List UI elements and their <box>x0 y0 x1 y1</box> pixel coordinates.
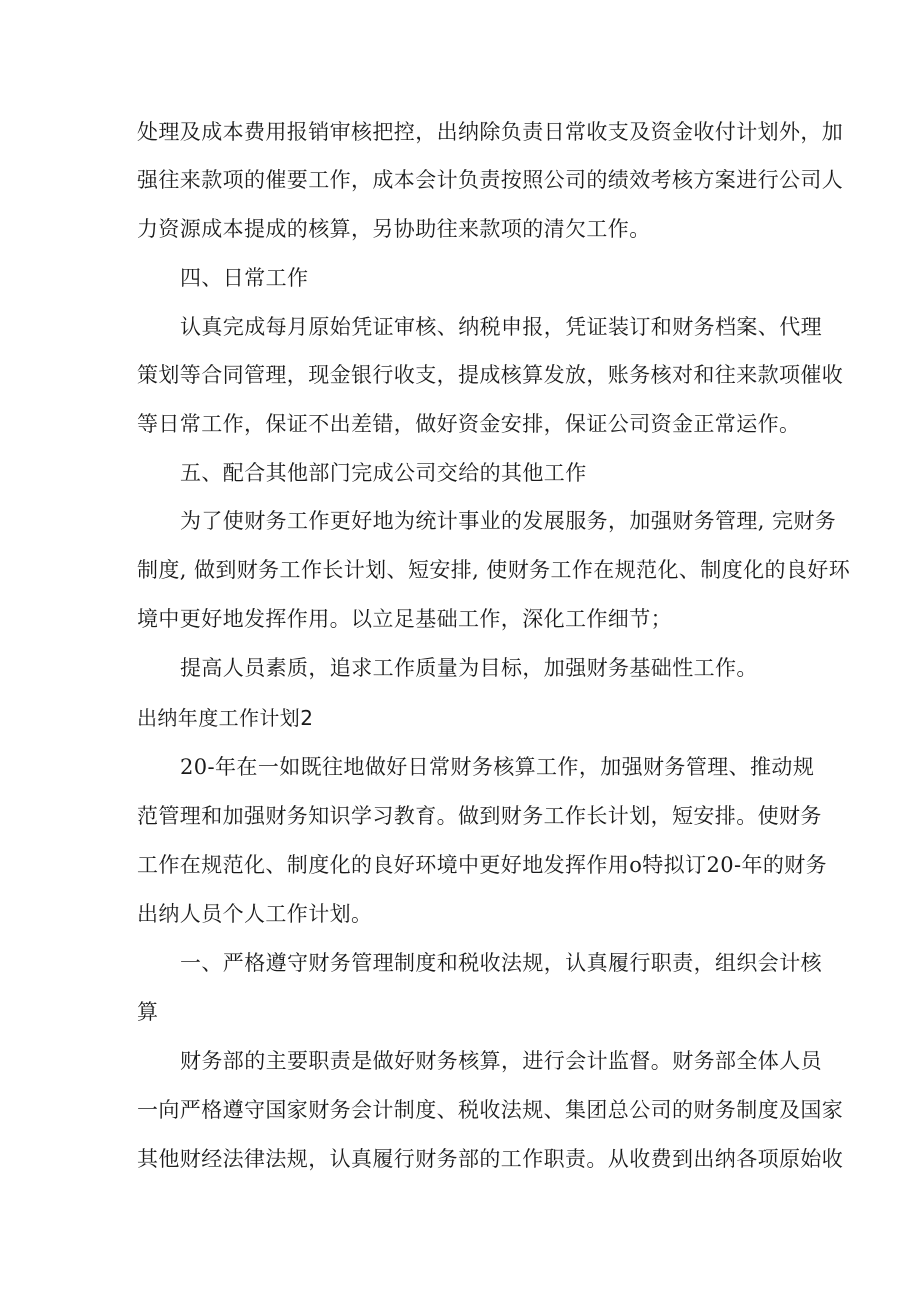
section-heading-5: 五、配合其他部门完成公司交给的其他工作 <box>180 461 587 485</box>
section-heading-4: 四、日常工作 <box>180 266 309 290</box>
section-heading-1-line2: 算 <box>137 1000 159 1024</box>
section-heading-1-line1: 一、严格遵守财务管理制度和税收法规，认真履行职责，组织会计核 <box>180 951 822 975</box>
para5-line4: 出纳人员个人工作计划。 <box>137 902 373 926</box>
para1-line1: 处理及成本费用报销审核把控，出纳除负责日常收支及资金收付计划外，加 <box>137 120 844 144</box>
para2-line1: 认真完成每月原始凭证审核、纳税申报，凭证装订和财务档案、代理 <box>180 315 822 339</box>
para2-line2: 策划等合同管理，现金银行收支，提成核算发放，账务核对和往来款项催收 <box>137 363 844 387</box>
document-heading-2: 出纳年度工作计划2 <box>137 706 314 730</box>
para5-line1: 20-年在一如既往地做好日常财务核算工作，加强财务管理、推动规 <box>180 755 815 779</box>
para3-line3: 境中更好地发挥作用。以立足基础工作，深化工作细节； <box>137 607 672 631</box>
para6-line1: 财务部的主要职责是做好财务核算，进行会计监督。财务部全体人员 <box>180 1049 822 1073</box>
para1-line3: 力资源成本提成的核算，另协助往来款项的清欠工作。 <box>137 217 651 241</box>
para1-line2: 强往来款项的催要工作，成本会计负责按照公司的绩效考核方案进行公司人 <box>137 168 844 192</box>
para2-line3: 等日常工作，保证不出差错，做好资金安排，保证公司资金正常运作。 <box>137 412 801 436</box>
para4: 提高人员素质，追求工作质量为目标，加强财务基础性工作。 <box>180 656 758 680</box>
para6-line3: 其他财经法律法规，认真履行财务部的工作职责。从收费到出纳各项原始收 <box>137 1147 844 1171</box>
para3-line2: 制度, 做到财务工作长计划、短安排, 使财务工作在规范化、制度化的良好环 <box>137 558 851 582</box>
para6-line2: 一向严格遵守国家财务会计制度、税收法规、集团总公司的财务制度及国家 <box>137 1098 844 1122</box>
para5-line3: 工作在规范化、制度化的良好环境中更好地发挥作用o特拟订20-年的财务 <box>137 853 828 877</box>
para3-line1: 为了使财务工作更好地为统计事业的发展服务，加强财务管理, 完财务 <box>180 509 837 533</box>
para5-line2: 范管理和加强财务知识学习教育。做到财务工作长计划，短安排。使财务 <box>137 804 822 828</box>
